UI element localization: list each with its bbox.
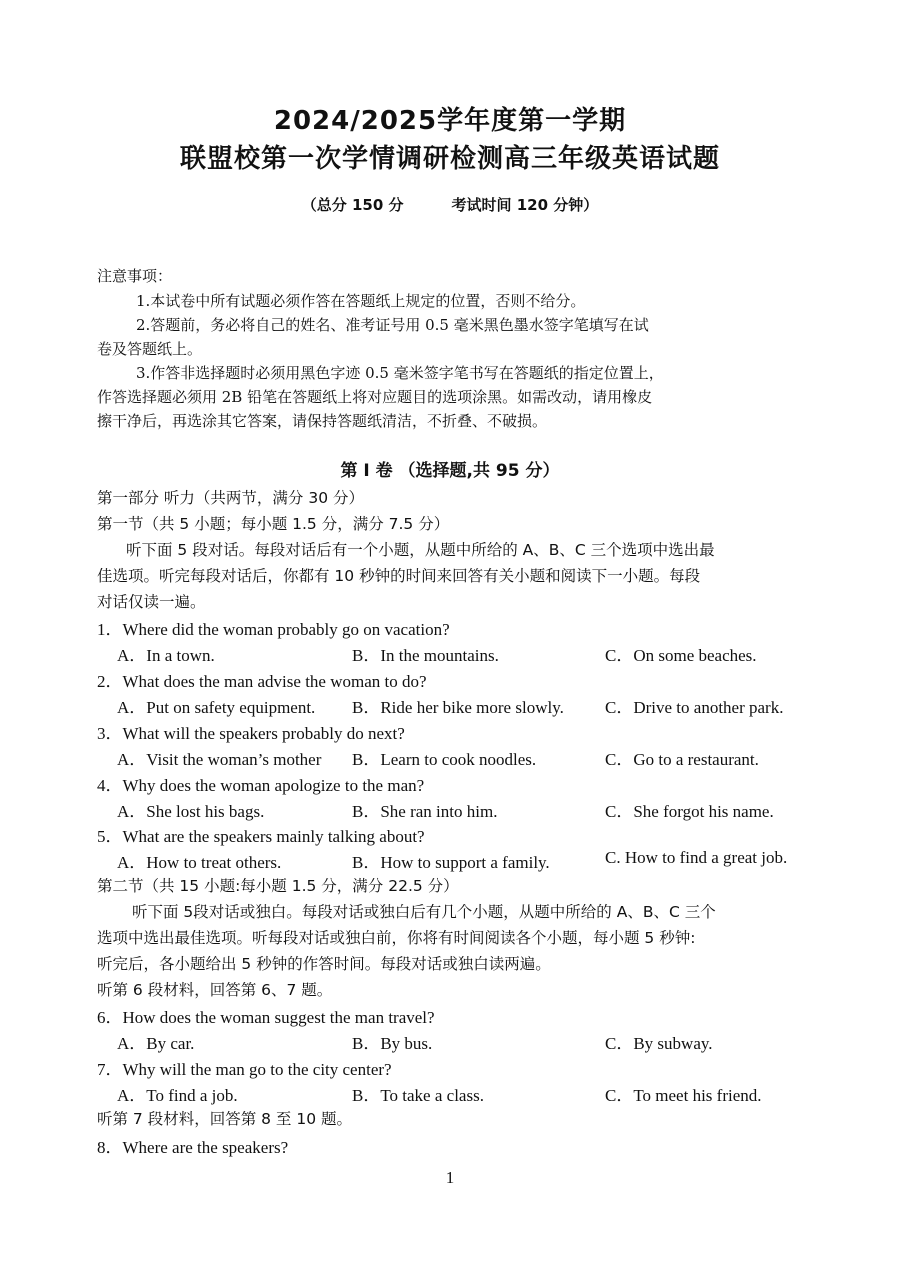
option-b: B．She ran into him.	[352, 802, 498, 821]
score-time-line	[0, 194, 900, 215]
exam-time: 考试时间 120 分钟）	[451, 196, 599, 214]
option-a: A．Visit the woman’s mother	[117, 750, 322, 769]
volume-title: 第 Ⅰ 卷 （选择题,共 95 分）	[340, 461, 560, 481]
option-c: C．Drive to another park.	[605, 698, 784, 717]
notice-line: 擦干净后，再选涂其它答案，请保持答题纸清洁，不折叠、不破损。	[97, 412, 548, 430]
section2-instruction: 选项中选出最佳选项。听每段对话或独白前，你将有时间阅读各个小题，每小题 5 秒钟:	[97, 929, 696, 947]
question-5: 5．What are the speakers mainly talking about?	[97, 827, 425, 846]
option-a: A．Put on safety equipment.	[117, 698, 316, 717]
option-a: A．She lost his bags.	[117, 802, 265, 821]
notice-line: 3.作答非选择题时必须用黑色字迹 0.5 毫米签字笔书写在答题纸的指定位置上，	[136, 364, 664, 382]
exam-title-line2: 联盟校第一次学情调研检测高三年级英语试题	[179, 144, 720, 174]
question-8: 8．Where are the speakers?	[97, 1138, 289, 1157]
option-a: A．In a town.	[117, 646, 215, 665]
option-c: C．She forgot his name.	[605, 802, 774, 821]
option-b: B．Learn to cook noodles.	[352, 750, 537, 769]
option-c: C．By subway.	[605, 1034, 713, 1053]
option-c: C. How to find a great job.	[605, 848, 788, 867]
part1-title: 第一部分 听力（共两节，满分 30 分）	[97, 489, 365, 507]
option-b: B．In the mountains.	[352, 646, 499, 665]
option-c: C．Go to a restaurant.	[605, 750, 759, 769]
question-2: 2．What does the man advise the woman to do?	[97, 672, 427, 691]
question-6: 6．How does the woman suggest the man travel?	[97, 1008, 435, 1027]
option-a: A．By car.	[117, 1034, 195, 1053]
option-c: C．On some beaches.	[605, 646, 757, 665]
question-1: 1．Where did the woman probably go on vacation?	[97, 620, 450, 639]
question-4: 4．Why does the woman apologize to the man?	[97, 776, 425, 795]
notice-line: 1.本试卷中所有试题必须作答在答题纸上规定的位置，否则不给分。	[136, 292, 586, 310]
option-b: B．Ride her bike more slowly.	[352, 698, 564, 717]
question-3: 3．What will the speakers probably do next?	[97, 724, 405, 743]
material-6-note: 听第 6 段材料，回答第 6、7 题。	[97, 981, 333, 999]
section1-instruction: 对话仅读一遍。	[97, 593, 206, 611]
option-b: B．To take a class.	[352, 1086, 484, 1105]
section2-title: 第二节（共 15 小题:每小题 1.5 分，满分 22.5 分）	[97, 877, 459, 895]
notice-line: 2.答题前，务必将自己的姓名、准考证号用 0.5 毫米黑色墨水签字笔填写在试	[136, 316, 649, 334]
notice-line: 作答选择题必须用 2B 铅笔在答题纸上将对应题目的选项涂黑。如需改动，请用橡皮	[97, 388, 653, 406]
notice-heading: 注意事项：	[97, 267, 173, 285]
section1-instruction: 佳选项。听完每段对话后，你都有 10 秒钟的时间来回答有关小题和阅读下一小题。每段	[97, 567, 701, 585]
option-c: C．To meet his friend.	[605, 1086, 762, 1105]
page-number: 1	[445, 1168, 455, 1187]
option-a: A．To find a job.	[117, 1086, 238, 1105]
notice-line: 卷及答题纸上。	[97, 340, 203, 358]
section1-title: 第一节（共 5 小题；每小题 1.5 分，满分 7.5 分）	[97, 515, 450, 533]
exam-title-line1: 2024/2025学年度第一学期	[273, 106, 627, 136]
total-score: （总分 150 分	[301, 196, 404, 214]
material-7-note: 听第 7 段材料，回答第 8 至 10 题。	[97, 1110, 353, 1128]
option-a: A．How to treat others.	[117, 853, 282, 872]
section2-instruction: 听下面 5段对话或独白。每段对话或独白后有几个小题，从题中所给的 A、B、C 三个	[132, 903, 716, 921]
section2-instruction: 听完后，各小题给出 5 秒钟的作答时间。每段对话或独白读两遍。	[97, 955, 551, 973]
section1-instruction: 听下面 5 段对话。每段对话后有一个小题，从题中所给的 A、B、C 三个选项中选出最	[126, 541, 715, 559]
option-b: B．How to support a family.	[352, 853, 550, 872]
question-7: 7．Why will the man go to the city center?	[97, 1060, 392, 1079]
option-b: B．By bus.	[352, 1034, 433, 1053]
